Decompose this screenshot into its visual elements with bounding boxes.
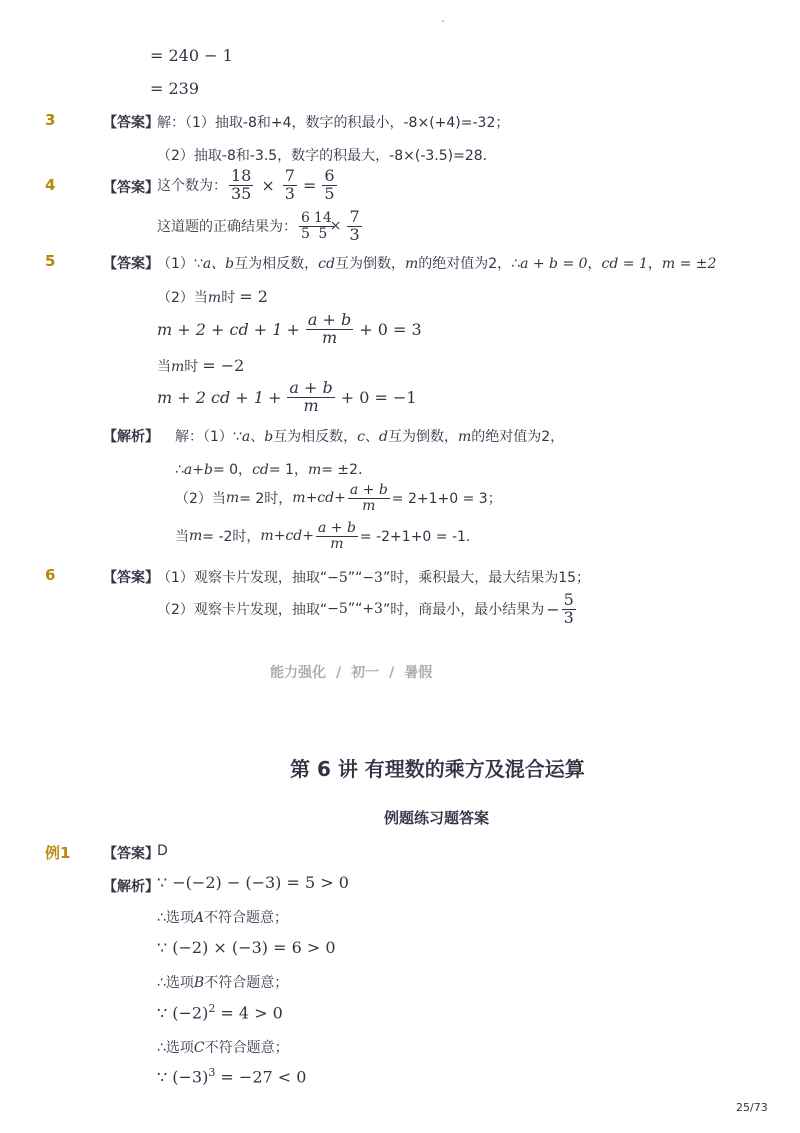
frac-numerator: 7 (284, 166, 295, 185)
band-separator: / (336, 665, 342, 681)
an3-a: （2）当 (175, 491, 226, 508)
band-grade: 初一 (351, 665, 380, 681)
q5-l4-val: = −2 (202, 356, 245, 375)
frac-denominator: m (321, 327, 338, 347)
q5-analysis-line-4 (175, 521, 480, 551)
an2-b: a+b (183, 462, 213, 478)
q6-l2-e: ”时，商最小，最小结果为 (382, 602, 545, 619)
q6-line-2 (157, 592, 578, 627)
q5-l1-b: a、b (202, 256, 235, 272)
frac-numerator: 6 (324, 166, 335, 185)
q6-l2-b: −5 (327, 601, 348, 618)
page-number: 25/73 (736, 1101, 768, 1114)
q5-l1-g: 的绝对值为2，∴ (418, 256, 521, 272)
fraction-a-plus-b-over-m (348, 483, 390, 513)
question-number-4: 4 (45, 176, 56, 194)
q5-l2-m: m (207, 290, 222, 306)
ex1-s4-b: B (193, 975, 205, 991)
q5-line-3 (157, 312, 422, 347)
an1-c: 、 (250, 429, 265, 445)
ex1-s5-b: = 4 > 0 (215, 1003, 283, 1023)
q6-l1-c: ”“ (347, 570, 363, 586)
q5-l1-d: cd (318, 256, 335, 272)
ex1-answer: D (157, 843, 168, 859)
ex1-step-3: ∵ (−2) × (−3) = 6 > 0 (157, 938, 336, 957)
an2-d: cd (252, 462, 269, 478)
q5-line-1 (157, 253, 716, 273)
ex1-s2-b: A (193, 910, 205, 926)
q6-l1-a: （1）观察卡片发现，抽取“ (157, 570, 328, 586)
exponent: 2 (208, 1002, 216, 1015)
q4-line-2-prefix: 这道题的正确结果为： (157, 219, 297, 236)
times-sign: × (261, 175, 275, 195)
q5-l3-b: + (286, 319, 300, 339)
an3-e: = 2+1+0 = 3； (391, 491, 502, 508)
answer-tag-6: 【答案】 (103, 570, 159, 586)
q5-analysis-line-1 (175, 426, 564, 446)
exponent: 3 (208, 1066, 216, 1079)
frac-numerator: a + b (289, 378, 333, 397)
frac-denominator: 5 (301, 225, 310, 242)
frac-denominator: 3 (563, 607, 574, 627)
q5-l1-h: a + b = 0 (520, 256, 588, 272)
analysis-tag-ex1: 【解析】 (103, 879, 159, 895)
an1-d: b (264, 429, 274, 445)
q3-line-1: 解：（1）抽取-8和+4，数字的积最小，-8×(+4)=-32； (157, 115, 510, 131)
frac-denominator: 5 (324, 183, 335, 203)
answer-tag-3: 【答案】 (103, 115, 159, 131)
question-number-6: 6 (45, 566, 56, 584)
frac-numerator: a + b (349, 482, 388, 498)
q5-l1-j: m = ±2 (661, 256, 717, 272)
ex1-s6-a: ∴选项 (157, 1040, 194, 1056)
fraction-a-plus-b-over-m (306, 312, 353, 347)
q6-l2-d: +3 (362, 601, 383, 618)
frac-numerator: 7 (349, 207, 360, 226)
continuation-line-2: = 239 (150, 79, 200, 98)
band-course: 能力强化 (270, 665, 326, 681)
fraction-18-35 (229, 168, 253, 203)
question-number-5: 5 (45, 252, 56, 270)
course-band (270, 662, 432, 682)
lesson-title: 第 6 讲 有理数的乘方及混合运算 (290, 757, 585, 781)
frac-numerator: a + b (317, 520, 356, 536)
fraction-6-5 (322, 168, 336, 203)
q5-l2-val: = 2 (239, 287, 268, 306)
an4-c: = -2时， (202, 529, 261, 546)
frac-denominator: 3 (284, 183, 295, 203)
an1-h: d (379, 429, 388, 445)
minus-sign: − (546, 599, 560, 619)
ex1-s5-a: ∵ (−2) (157, 1003, 209, 1023)
q5-l3-a: m + 2 + cd + 1 (157, 319, 283, 339)
q5-l4-mid: 时 (184, 359, 199, 375)
q4-line-1 (157, 168, 339, 203)
an4-a: 当 (175, 529, 189, 546)
fraction-a-plus-b-over-m (287, 380, 334, 415)
ex1-s6-c: 不符合题意； (204, 1040, 289, 1056)
fraction-7-3-b (347, 209, 361, 244)
an2-a: ∴ (175, 462, 184, 478)
an1-e: 互为相反数， (273, 429, 358, 445)
q6-l2-a: （2）观察卡片发现，抽取“ (157, 602, 328, 619)
equals-sign: = (302, 175, 317, 195)
ex1-s7-b: = −27 < 0 (215, 1067, 307, 1087)
q5-l1-f: m (404, 256, 419, 272)
ex1-s2-a: ∴选项 (157, 910, 194, 926)
an1-i: 互为倒数， (387, 429, 458, 445)
ex1-step-5 (157, 1002, 283, 1022)
fraction-6-5-b (299, 211, 312, 241)
answer-tag-ex1: 【答案】 (103, 846, 159, 862)
q5-l3-c: + 0 = 3 (359, 319, 422, 339)
an2-f: m (307, 462, 322, 478)
frac-denominator: 35 (231, 183, 252, 203)
fraction-7-3 (283, 168, 297, 203)
band-term: 暑假 (404, 665, 433, 681)
an3-b: m (225, 490, 240, 507)
frac-numerator: 18 (231, 166, 252, 185)
q5-l2-prefix: （2）当 (157, 290, 208, 306)
ex1-s2-c: 不符合题意； (204, 910, 289, 926)
q6-l1-b: −5 (327, 570, 348, 586)
frac-denominator: m (330, 535, 344, 552)
an1-k: 的绝对值为2， (471, 429, 565, 445)
q6-l2-c: ”“ (347, 601, 363, 618)
q6-l1-d: −3 (362, 570, 383, 586)
answer-tag-4: 【答案】 (103, 180, 159, 196)
q5-analysis-line-2 (175, 459, 372, 479)
frac-numerator: 14 (313, 210, 332, 227)
frac-denominator: 5 (318, 225, 328, 242)
an2-g: = ±2． (321, 462, 373, 478)
ex1-step-7 (157, 1066, 306, 1086)
ex1-s4-a: ∴选项 (157, 975, 194, 991)
frac-numerator: a + b (307, 310, 352, 329)
continuation-line-1: = 240 − 1 (150, 46, 233, 65)
an1-g: 、 (365, 429, 379, 445)
an1-a: 解：（1）∵ (175, 429, 242, 445)
q5-l1-e: 互为倒数， (334, 256, 405, 272)
q5-l1-i: cd = 1 (601, 256, 648, 272)
q5-l5-c: + 0 = −1 (340, 387, 417, 407)
q5-line-5 (157, 380, 417, 415)
q5-l1-gap-2: ， (647, 256, 662, 272)
analysis-tag-5: 【解析】 (103, 429, 159, 445)
an4-d: m+cd+ (260, 528, 314, 545)
q6-l1-e: ”时，乘积最大，最大结果为15； (382, 570, 591, 586)
an1-f: c (357, 429, 365, 445)
an1-j: m (457, 429, 472, 445)
an1-b: a (241, 429, 251, 445)
q5-l4-m: m (171, 359, 185, 375)
frac-denominator: m (362, 497, 376, 514)
top-mark: - (441, 16, 445, 27)
frac-denominator: 3 (349, 224, 360, 244)
q3-line-2: （2）抽取-8和-3.5，数字的积最大，-8×(-3.5)=28． (157, 148, 497, 164)
an2-e: = 1， (268, 462, 308, 478)
q4-line-1-prefix: 这个数为： (157, 178, 227, 195)
q5-l5-a: m + 2 cd + 1 (157, 387, 264, 407)
q5-l1-a: （1）∵ (157, 256, 203, 272)
q5-l4-prefix: 当 (157, 359, 171, 375)
q5-l1-gap-1: ， (587, 256, 602, 272)
an3-d: m+cd+ (292, 490, 346, 507)
ex1-step-2 (157, 907, 288, 927)
an4-e: = -2+1+0 = -1． (359, 529, 480, 546)
example-number-1: 例1 (45, 844, 71, 862)
band-separator: / (389, 665, 395, 681)
q4-line-2 (157, 209, 364, 244)
answer-tag-5: 【答案】 (103, 256, 159, 272)
frac-denominator: m (303, 395, 319, 415)
question-number-3: 3 (45, 111, 56, 129)
ex1-step-1: ∵ −(−2) − (−3) = 5 > 0 (157, 873, 349, 892)
frac-numerator: 6 (301, 210, 310, 227)
q5-l1-c: 互为相反数， (234, 256, 319, 272)
fraction-5-3 (562, 592, 576, 627)
an3-c: = 2时， (239, 491, 293, 508)
q5-line-4 (157, 356, 244, 376)
q5-l5-b: + (267, 387, 282, 407)
ex1-s7-a: ∵ (−3) (157, 1067, 209, 1087)
ex1-s4-c: 不符合题意； (204, 975, 289, 991)
section-title: 例题练习题答案 (384, 809, 490, 827)
ex1-step-4 (157, 972, 288, 992)
an4-b: m (189, 528, 203, 545)
q5-l2-mid: 时 (221, 290, 236, 306)
ex1-step-6 (157, 1037, 289, 1057)
fraction-a-plus-b-over-m (316, 521, 358, 551)
frac-numerator: 5 (563, 590, 574, 609)
times-sign: × (329, 218, 342, 235)
ex1-s6-b: C (193, 1040, 205, 1056)
q5-analysis-line-3 (175, 483, 502, 513)
q5-line-2 (157, 287, 268, 307)
q6-line-1 (157, 567, 590, 587)
an2-c: = 0， (212, 462, 253, 478)
